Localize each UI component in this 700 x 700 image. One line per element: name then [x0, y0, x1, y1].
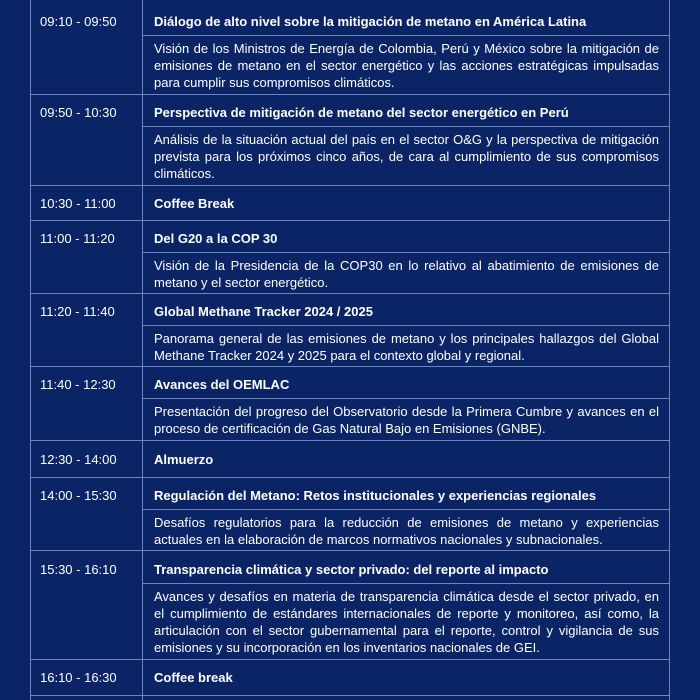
time-cell [31, 551, 143, 660]
table-row [31, 95, 670, 186]
session-time: 16:10 - 16:30 [40, 670, 117, 685]
session-title: Regulación del Metano: Retos institucionales y experiencias regionales [154, 488, 597, 503]
session-cell [143, 478, 670, 551]
session-description: Presentación del progreso del Observatorio desde la Primera Cumbre y avances en el proceso de certificación de Gas Natural Bajo en Emisiones (GNBE). [154, 404, 659, 436]
session-time: 12:30 - 14:00 [40, 452, 117, 467]
session-title: Coffee break [154, 670, 233, 685]
session-time: 11:00 - 11:20 [40, 231, 115, 246]
session-description: Panorama general de las emisiones de metano y los principales hallazgos del Global Methane Tracker 2024 y 2025 para el contexto global y regional. [154, 331, 659, 363]
divider [143, 252, 669, 253]
agenda-table [30, 0, 670, 700]
time-cell [31, 221, 143, 294]
session-cell [143, 221, 670, 294]
table-row [31, 478, 670, 551]
table-row [31, 0, 670, 95]
session-description: Desafíos regulatorios para la reducción de emisiones de metano y experiencias actuales en la elaboración de marcos normativos nacionales y subnacionales. [154, 515, 659, 547]
session-cell [143, 367, 670, 441]
session-time: 10:30 - 11:00 [40, 196, 116, 211]
session-description: Análisis de la situación actual del país en el sector O&G y la perspectiva de mitigación prevista para los próximos cinco años, de cara al cumplimiento de sus compromisos climáticos. [154, 132, 659, 181]
table-row [31, 441, 670, 478]
session-cell [143, 95, 670, 186]
divider [143, 509, 669, 510]
session-title: Coffee Break [154, 196, 235, 211]
time-cell [31, 294, 143, 367]
session-cell [143, 186, 670, 221]
divider [143, 126, 669, 127]
divider [143, 583, 669, 584]
session-time: 15:30 - 16:10 [40, 562, 117, 577]
divider [143, 35, 669, 36]
session-description: Avances y desafíos en materia de transparencia climática desde el sector privado, en el cumplimiento de estándares internacionales de reporte y monitoreo, así como, la articulación con el sector gubernamental para el reporte, control y vigilancia de sus emisiones y su incorporación en los inventarios nacionales de GEI. [154, 589, 659, 655]
session-time: 09:50 - 10:30 [40, 105, 117, 120]
table-row [31, 221, 670, 294]
session-title: Diálogo de alto nivel sobre la mitigación de metano en América Latina [154, 14, 587, 29]
session-title: Del G20 a la COP 30 [154, 231, 278, 246]
table-row [31, 660, 670, 696]
table-row [31, 294, 670, 367]
time-cell [31, 441, 143, 478]
time-cell [31, 696, 143, 700]
session-time: 14:00 - 15:30 [40, 488, 117, 503]
session-cell [143, 660, 670, 696]
table-row [31, 367, 670, 441]
session-description: Visión de los Ministros de Energía de Colombia, Perú y México sobre la mitigación de emisiones de metano en el sector energético y las acciones estratégicas impulsadas para cumplir sus compromisos climáticos. [154, 41, 659, 90]
time-cell [31, 478, 143, 551]
session-time: 09:10 - 09:50 [40, 14, 117, 29]
time-cell [31, 95, 143, 186]
session-cell [143, 0, 670, 95]
session-title: Avances del OEMLAC [154, 377, 290, 392]
divider [143, 325, 669, 326]
time-cell [31, 186, 143, 221]
divider [143, 398, 669, 399]
time-cell [31, 0, 143, 95]
table-row [31, 551, 670, 660]
session-title: Perspectiva de mitigación de metano del sector energético en Perú [154, 105, 569, 120]
session-description: Visión de la Presidencia de la COP30 en lo relativo al abatimiento de emisiones de metano y el sector energético. [154, 258, 659, 290]
session-cell [143, 551, 670, 660]
session-cell [143, 441, 670, 478]
session-cell [143, 294, 670, 367]
time-cell [31, 367, 143, 441]
session-title: Almuerzo [154, 452, 214, 467]
session-time: 11:20 - 11:40 [40, 304, 115, 319]
session-time: 11:40 - 12:30 [40, 377, 116, 392]
table-row [31, 186, 670, 221]
session-title: Transparencia climática y sector privado: del reporte al impacto [154, 562, 549, 577]
time-cell [31, 660, 143, 696]
table-row [31, 696, 670, 700]
session-title: Global Methane Tracker 2024 / 2025 [154, 304, 373, 319]
session-cell [143, 696, 670, 700]
